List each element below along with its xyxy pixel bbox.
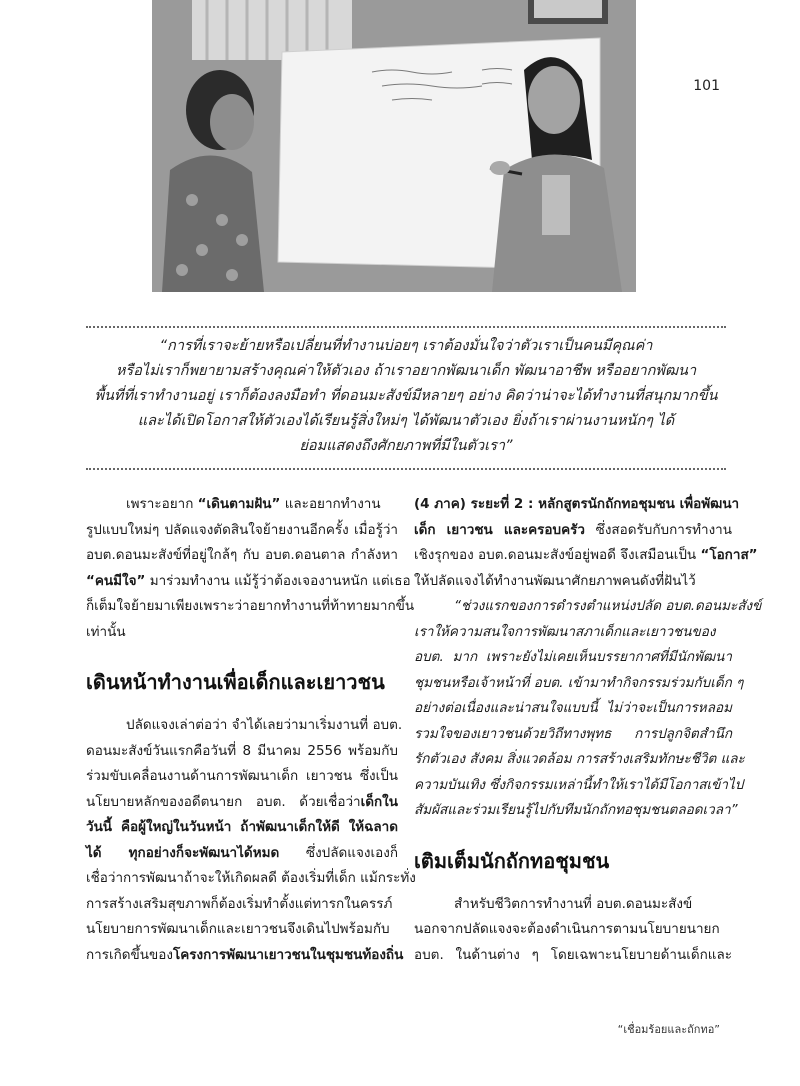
body-line: นอกจากปลัดแจงจะต้องดำเนินการตามนโยบายนายก [414,921,720,937]
article-photo [152,0,636,292]
pull-quote-line: และได้เปิดโอกาสให้ตัวเองได้เรียนรู้สิ่งใหม่ๆ ได้พัฒนาตัวเอง ยิ่งถ้าเราผ่านงานหนักๆ ได้ [137,413,675,429]
pull-quote [86,334,726,459]
quote-line: อย่างต่อเนื่องและน่าสนใจแบบนี้ ไม่ว่าจะเป็นการหลอม [414,700,732,716]
body-line: ร่วมขับเคลื่อนงานด้านการพัฒนาเด็ก เยาวชน ซึ่งเป็น [86,768,398,784]
left-column [86,492,416,968]
quote-line: สัมผัสและร่วมเรียนรู้ไปกับทีมนักถักทอชุมชนตลอดเวลา” [414,802,738,818]
body-line: นโยบายการพัฒนาเด็กและเยาวชนจึงเดินไปพร้อมกับ [86,921,390,937]
body-line: เท่านั้น [86,623,126,640]
quote-line: เราให้ความสนใจการพัฒนาสภาเด็กและเยาวชนของ [414,623,716,640]
body-line: อบต. ในด้านต่าง ๆ โดยเฉพาะนโยบายด้านเด็กและ [414,946,732,963]
body-line: “คนมีใจ” มาร่วมทำงาน แม้รู้ว่าต้องเจองานหนัก แต่เธอ [86,572,411,589]
pull-quote-line: “การที่เราจะย้ายหรือเปลี่ยนที่ทำงานบ่อยๆ เราต้องมั่นใจว่าตัวเราเป็นคนมีคุณค่า [159,338,653,354]
body-line: นโยบายหลักของอดีตนายก อบต. ด้วยเชื่อว่าเด็กใน [86,793,398,810]
body-line: ดอนมะสังข์วันแรกคือวันที่ 8 มีนาคม 2556 พร้อมกับ [86,742,398,759]
body-line: เชิงรุกของ อบต.ดอนมะสังข์อยู่พอดี จึงเสมือนเป็น “โอกาส” [414,547,758,563]
body-line: ได้ ทุกอย่างก็จะพัฒนาได้หมด ซึ่งปลัดแจงเองก็ [86,844,398,861]
quote-line: ความบันเทิง ซึ่งกิจกรรมเหล่านี้ทำให้เราได้มีโอกาสเข้าไป [414,776,744,793]
quote-line: อบต. มาก เพราะยังไม่เคยเห็นบรรยากาศที่มีนักพัฒนา [414,649,732,665]
page-number: 101 [693,78,720,94]
pull-quote-line: หรือไม่เราก็พยายามสร้างคุณค่าให้ตัวเอง ถ้าเราอยากพัฒนาเด็ก พัฒนาอาชีพ หรืออยากพัฒนา [115,363,697,379]
body-line: ให้ปลัดแจงได้ทำงานพัฒนาศักยภาพคนดังที่ฝันไว้ [414,572,696,589]
quote-line: รวมใจของเยาวชนด้วยวิถีทางพุทธ การปลูกจิตสำนึก [414,725,732,742]
body-line: การสร้างเสริมสุขภาพก็ต้องเริ่มทำตั้งแต่ทารกในครรภ์ [86,895,393,912]
section-heading: เดินหน้าทำงานเพื่อเด็กและเยาวชน [86,670,385,694]
quote-line: ชุมชนหรือเจ้าหน้าที่ อบต. เข้ามาทำกิจกรรมร่วมกับเด็ก ๆ [414,674,744,691]
body-line: การเกิดขึ้นของโครงการพัฒนาเยาวชนในชุมชนท้องถิ่น [86,946,404,963]
pull-quote-line: พื้นที่ที่เราทำงานอยู่ เราก็ต้องลงมือทำ ที่ดอนมะสังข์มีหลายๆ อย่าง คิดว่าน่าจะได้ทำงานที่สนุกมากขึ้น [94,388,718,404]
right-column [414,492,762,968]
section-heading: เติมเต็มนักถักทอชุมชน [414,848,610,873]
body-line: (4 ภาค) ระยะที่ 2 : หลักสูตรนักถักทอชุมชน เพื่อพัฒนา [414,496,740,512]
pull-quote-line: ย่อมแสดงถึงศักยภาพที่มีในตัวเรา” [299,438,513,454]
body-line: สำหรับชีวิตการทำงานที่ อบต.ดอนมะสังข์ [454,895,693,912]
running-footer: “เชื่อมร้อยและถักทอ” [617,1023,720,1036]
body-line: เด็ก เยาวชน และครอบครัว ซึ่งสอดรับกับการทำงาน [414,521,732,538]
photo-illustration [152,0,636,292]
quote-line: รักตัวเอง สังคม สิ่งแวดล้อม การสร้างเสริมทักษะชีวิต และ [414,751,745,767]
quote-line: “ช่วงแรกของการดำรงตำแหน่งปลัด อบต.ดอนมะสังข์ [454,598,762,614]
body-line: ก็เต็มใจย้ายมาเพียงเพราะว่าอยากทำงานที่ท้าทายมากขึ้น [86,598,415,614]
body-line: วันนี้ คือผู้ใหญ่ในวันหน้า ถ้าพัฒนาเด็กให้ดี ให้ฉลาด [86,819,398,835]
body-line: อบต.ดอนมะสังข์ที่อยู่ใกล้ๆ กับ อบต.ดอนตาล กำลังหา [86,547,398,563]
body-line: รูปแบบใหม่ๆ ปลัดแจงตัดสินใจย้ายงานอีกครั้ง เมื่อรู้ว่า [86,521,398,538]
quote-top-divider [86,326,726,328]
body-line: เชื่อว่าการพัฒนาถ้าจะให้เกิดผลดี ต้องเริ่มที่เด็ก แม้กระทั่ง [86,870,416,886]
body-line: เพราะอยาก “เดินตามฝัน” และอยากทำงาน [126,496,381,512]
quote-bottom-divider [86,468,726,470]
body-line: ปลัดแจงเล่าต่อว่า จำได้เลยว่ามาเริ่มงานที่ อบต. [126,717,403,733]
